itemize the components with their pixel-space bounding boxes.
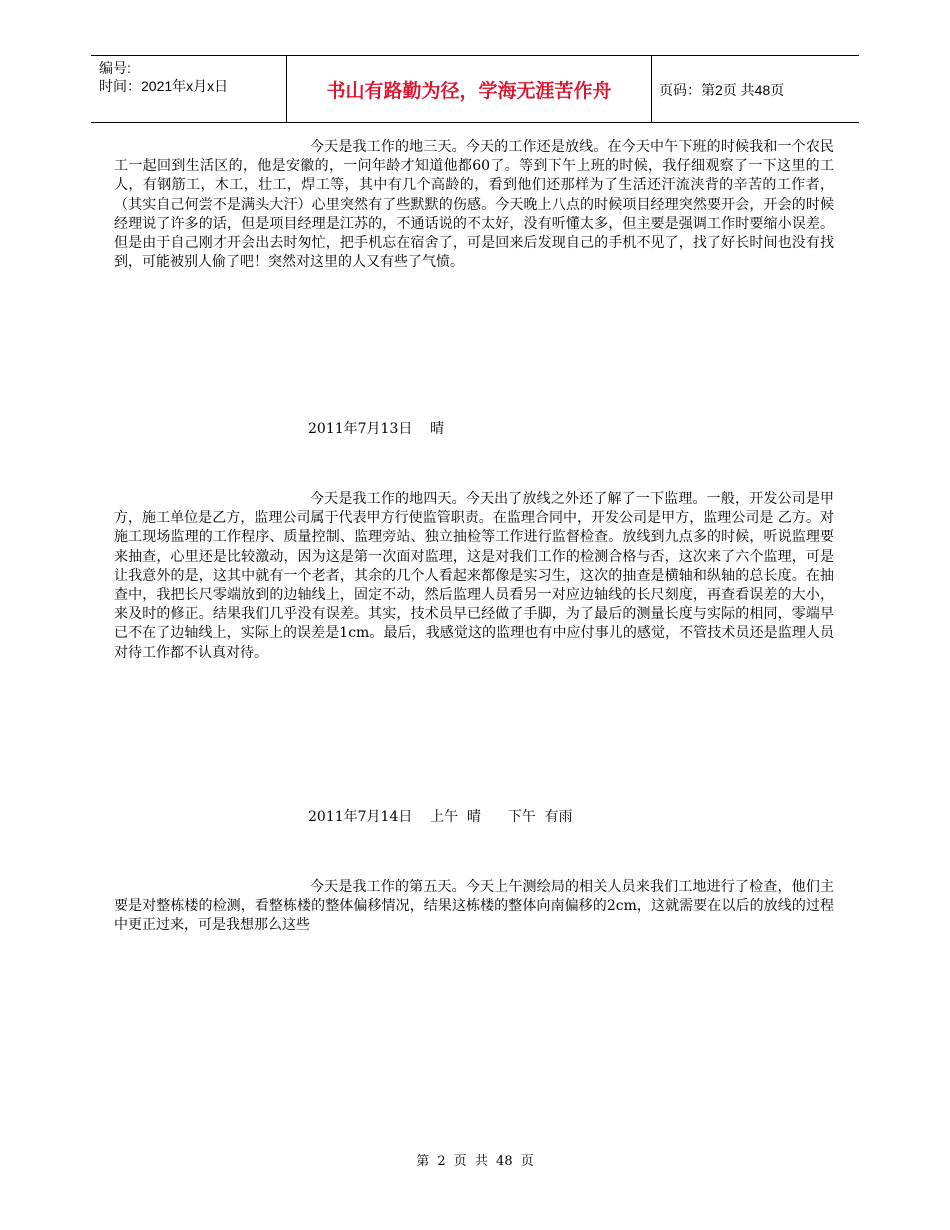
- header-page-number: 页码：第2页 共48页: [659, 82, 785, 98]
- entry-date-0713: 2011年7月13日 晴: [308, 421, 445, 437]
- diary-entry-day4: 今天是我工作的地四天。今天出了放线之外还了解了一下监理。一般，开发公司是甲方，施工单位是乙方，监理公司属于代表甲方行使监管职责。在监理合同中，开发公司是甲方，监理公司是 乙方。对施工现场监理的工作程序、质量控制、监理旁站、独立抽检等工作进行监督检查。放线到九点多的时候，听说监理要来抽查，心里还是比较激动，因为这是第一次面对监理，这是对我们工作的检测合格与否，这次来了六个监理，可是让我意外的是，这其中就有一个老者，其余的几个人看起来都像是实习生，这次的抽查是横轴和纵轴的总长度。在抽查中，我把长尺零端放到的边轴线上，固定不动，然后监理人员看另一对应边轴线的长尺刻度，再查看误差的大小，来及时的修正。结果我们几乎没有误差。其实，技术员早已经做了手脚，为了最后的测量长度与实际的相同，零端早已不在了边轴线上，实际上的误差是1cm。最后，我感觉这的监理也有中应付事儿的感觉，不管技术员还是监理人员对待工作都不认真对待。: [114, 491, 834, 661]
- header-meta: [99, 59, 228, 95]
- document-number-label: 编号:: [99, 60, 131, 76]
- document-time-label: 时间：2021年x月x日: [99, 78, 229, 94]
- diary-entry-day5: 今天是我工作的第五天。今天上午测绘局的相关人员来我们工地进行了检查，他们主要是对整栋楼的检测，看整栋楼的整体偏移情况，结果这栋楼的整体向南偏移的2cm，这就需要在以后的放线的过程中更正过来，可是我想那么这些: [114, 879, 834, 934]
- page-header: [91, 55, 859, 123]
- diary-entry-day3: 今天是我工作的地三天。今天的工作还是放线。在今天中午下班的时候我和一个农民工一起回到生活区的，他是安徽的，一问年龄才知道他都60了。等到下午上班的时候，我仔细观察了一下这里的工人，有钢筋工，木工，壮工，焊工等，其中有几个高龄的，看到他们还那样为了生活还汗流浃背的辛苦的工作者，（其实自己何尝不是满头大汗）心里突然有了些默默的伤感。今天晚上八点的时候项目经理突然要开会，开会的时候经理说了许多的话，但是项目经理是江苏的，不通话说的不太好，没有听懂太多，但主要是强调工作时要缩小误差。但是由于自己刚才开会出去时匆忙，把手机忘在宿舍了，可是回来后发现自己的手机不见了，找了好长时间也没有找到，可能被别人偷了吧！突然对这里的人又有些了气愤。: [114, 139, 834, 271]
- header-motto-cell: [286, 56, 652, 122]
- motto-text: 书山有路勤为径，学海无涯苦作舟: [326, 79, 612, 102]
- page-footer: 第 2 页 共 48 页: [416, 1154, 534, 1169]
- entry-date-0714: 2011年7月14日 上午 晴 下午 有雨: [308, 809, 573, 825]
